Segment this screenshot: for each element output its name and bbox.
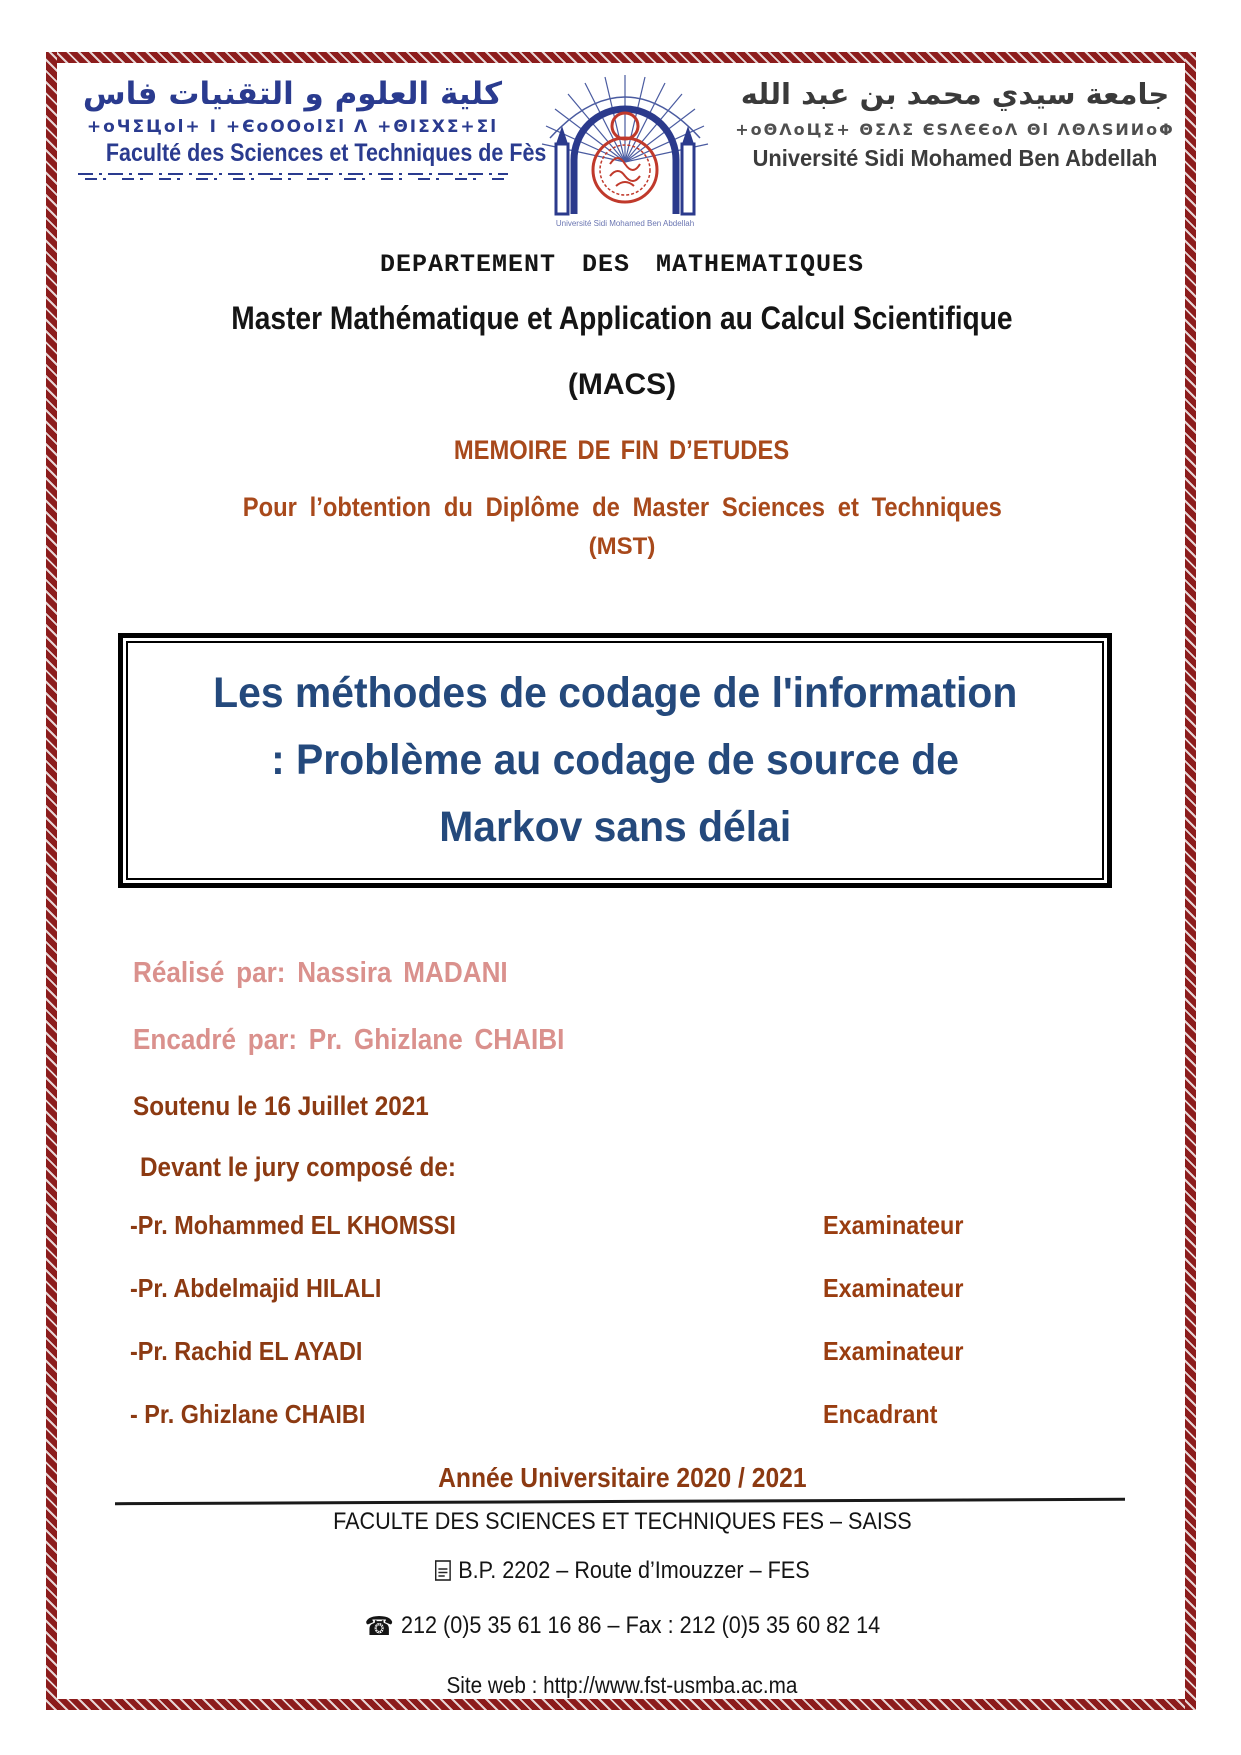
jury-row	[130, 1275, 1130, 1302]
faculty-name-tifinagh: +oЧΣЦol+ I +ЄoOOolΣl Λ +ΘΙΣΧΣ+Σl	[86, 117, 499, 137]
memoire-subheading: Pour l’obtention du Diplôme de Master Sciences et Techniques	[242, 492, 1002, 522]
footer-website: Site web : http://www.fst-usmba.ac.ma	[446, 1672, 798, 1698]
footer-phone-wrap	[364, 1612, 880, 1642]
university-name-tifinagh: +oΘΛoЦΣ+ ΘΣΛΣ ЄЅΛЄЄoΛ Θl ΛΘΛЅИИoΦ	[735, 120, 1175, 139]
page-border-bottom	[46, 1699, 1196, 1710]
jury-list	[130, 1212, 1130, 1464]
jury-member-role: Encadrant	[823, 1399, 938, 1429]
faculty-name-arabic: كلية العلوم و التقنيات فاس	[82, 76, 503, 112]
faculty-block	[70, 74, 547, 180]
academic-year: Année Universitaire 2020 / 2021	[437, 1462, 807, 1493]
university-name-arabic: جامعة سيدي محمد بن عبد الله	[740, 77, 1170, 111]
header	[70, 74, 1175, 239]
program-name: Master Mathématique et Application au Calcul Scientifique	[231, 300, 1013, 336]
faculty-name-french: Faculté des Sciences et Techniques de Fès	[105, 139, 547, 167]
page-border-top	[46, 52, 1196, 63]
dash-dot-separator	[78, 173, 508, 180]
logo-caption: Université Sidi Mohamed Ben Abdellah	[555, 219, 695, 228]
footer-faculty-name: FACULTE DES SCIENCES ET TECHNIQUES FES – SAISS	[332, 1508, 912, 1535]
footer-address-wrap	[435, 1557, 810, 1585]
memoire-acronym: (MST)	[588, 533, 656, 560]
thesis-title-line-2: : Problème au codage de source de	[271, 736, 959, 784]
defense-date-line: Soutenu le 16 Juillet 2021	[133, 1091, 429, 1121]
jury-member-name: -Pr. Abdelmajid HILALI	[130, 1273, 382, 1303]
thesis-title-inner-border	[126, 641, 1104, 880]
jury-row	[130, 1212, 1130, 1239]
program-acronym: (MACS)	[567, 368, 677, 401]
memoire-heading: MEMOIRE DE FIN D’ETUDES	[454, 435, 790, 465]
footer-address: B.P. 2202 – Route d’Imouzzer – FES	[457, 1557, 810, 1584]
jury-member-name: -Pr. Mohammed EL KHOMSSI	[130, 1210, 456, 1240]
phone-icon: ☎	[364, 1612, 394, 1642]
university-emblem-logo	[530, 74, 720, 239]
jury-member-role: Examinateur	[823, 1210, 964, 1240]
university-name-french: Université Sidi Mohamed Ben Abdellah	[752, 145, 1158, 171]
jury-member-name: - Pr. Ghizlane CHAIBI	[130, 1399, 366, 1429]
thesis-title-line-3: Markov sans délai	[439, 803, 791, 851]
logo-container	[525, 74, 725, 239]
jury-row	[130, 1401, 1130, 1428]
thesis-title-line-1: Les méthodes de codage de l'information	[212, 669, 1018, 717]
university-block	[735, 74, 1175, 172]
supervisor-line: Encadré par: Pr. Ghizlane CHAIBI	[133, 1024, 565, 1056]
jury-heading: Devant le jury composé de:	[140, 1152, 456, 1182]
jury-row	[130, 1338, 1130, 1365]
department-heading: DEPARTEMENT DES MATHEMATIQUES	[379, 250, 865, 279]
jury-member-name: -Pr. Rachid EL AYADI	[130, 1336, 363, 1366]
footer-divider-line	[115, 1498, 1125, 1505]
thesis-title-box	[118, 633, 1112, 888]
footer-phone: 212 (0)5 35 61 16 86 – Fax : 212 (0)5 35 60 82 14	[400, 1612, 880, 1639]
jury-member-role: Examinateur	[823, 1336, 964, 1366]
jury-member-role: Examinateur	[823, 1273, 964, 1303]
address-icon	[435, 1560, 451, 1581]
author-line: Réalisé par: Nassira MADANI	[133, 957, 508, 989]
